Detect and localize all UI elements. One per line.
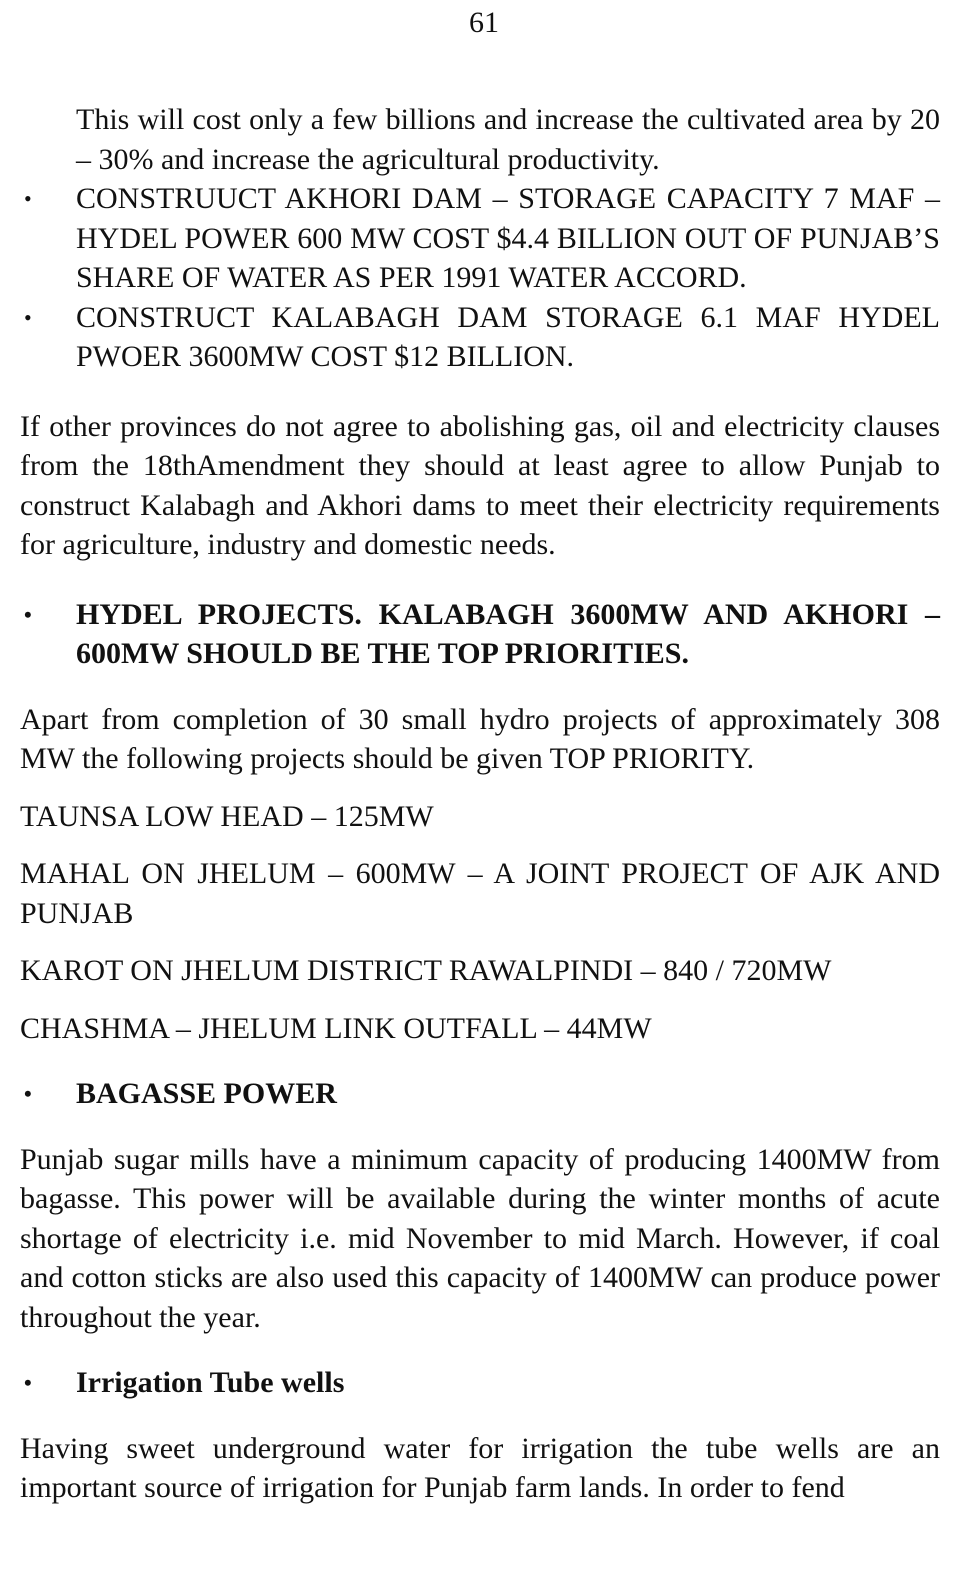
intro-continuation: This will cost only a few billions and increase the cultivated area by 20 – 30% and increase the agricultural productivity. — [76, 103, 940, 176]
project-karot: KAROT ON JHELUM DISTRICT RAWALPINDI – 840 / 720MW — [20, 954, 832, 987]
bullet-icon: • — [24, 1370, 32, 1395]
heading-hydel-projects — [20, 595, 940, 674]
bullet-icon: • — [24, 1081, 32, 1106]
project-mahal: MAHAL ON JHELUM – 600MW – A JOINT PROJECT OF AJK AND PUNJAB — [20, 857, 940, 930]
bullet-kalabagh-text: CONSTRUCT KALABAGH DAM STORAGE 6.1 MAF HYDEL PWOER 3600MW COST $12 BILLION. — [76, 300, 940, 373]
page-content — [20, 100, 940, 1508]
heading-irrigation-tube-wells — [20, 1363, 940, 1403]
project-chashma: CHASHMA – JHELUM LINK OUTFALL – 44MW — [20, 1011, 652, 1045]
heading-bagasse-text: BAGASSE POWER — [76, 1077, 337, 1110]
paragraph-provinces: If other provinces do not agree to abolishing gas, oil and electricity clauses from the 18thAmendment they should at least agree to allow Punjab to construct Kalabagh and Akhori dams to meet their electricity requirements for agriculture, industry and domestic needs. — [20, 409, 940, 561]
paragraph-bagasse: Punjab sugar mills have a minimum capacity of producing 1400MW from bagasse. This power will be available during the winter months of acute shortage of electricity i.e. mid November to mid March. However, if coal and cotton sticks are also used this capacity of 1400MW can produce power throughout the year. — [20, 1142, 940, 1334]
bullet-akhori-dam — [20, 179, 940, 298]
heading-tubewells-text: Irrigation Tube wells — [76, 1366, 345, 1399]
bullet-kalabagh-dam — [20, 298, 940, 377]
project-taunsa: TAUNSA LOW HEAD – 125MW — [20, 799, 434, 833]
bullet-icon: • — [24, 304, 32, 330]
page-number: 61 — [469, 6, 499, 39]
heading-hydel-text: HYDEL PROJECTS. KALABAGH 3600MW AND AKHORI – 600MW SHOULD BE THE TOP PRIORITIES. — [76, 597, 940, 670]
bullet-icon: • — [24, 186, 32, 211]
paragraph-tube-wells: Having sweet underground water for irrigation the tube wells are an important source of irrigation for Punjab farm lands. In order to fend — [20, 1431, 940, 1504]
paragraph-hydro-projects: Apart from completion of 30 small hydro projects of approximately 308 MW the following projects should be given TOP PRIORITY. — [20, 702, 940, 775]
bullet-akhori-text: CONSTRUUCT AKHORI DAM – STORAGE CAPACITY 7 MAF – HYDEL POWER 600 MW COST $4.4 BILLION OUT OF PUNJAB’S SHARE OF WATER AS PER 1991 WATER ACCORD. — [76, 182, 940, 294]
heading-bagasse-power — [20, 1074, 940, 1114]
bullet-icon: • — [24, 601, 32, 627]
